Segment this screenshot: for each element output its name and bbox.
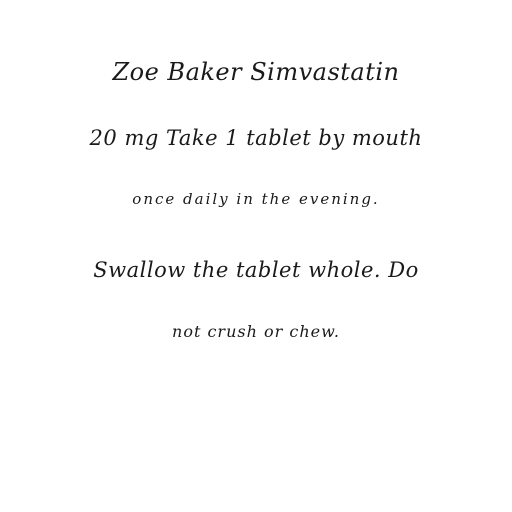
dosage-instruction-line: 20 mg Take 1 tablet by mouth [89, 126, 423, 150]
warning-instruction-line: not crush or chew. [172, 322, 340, 341]
swallow-instruction-line: Swallow the tablet whole. Do [93, 258, 419, 282]
patient-and-medication-line: Zoe Baker Simvastatin [112, 58, 400, 86]
timing-instruction-line: once daily in the evening. [132, 190, 380, 208]
